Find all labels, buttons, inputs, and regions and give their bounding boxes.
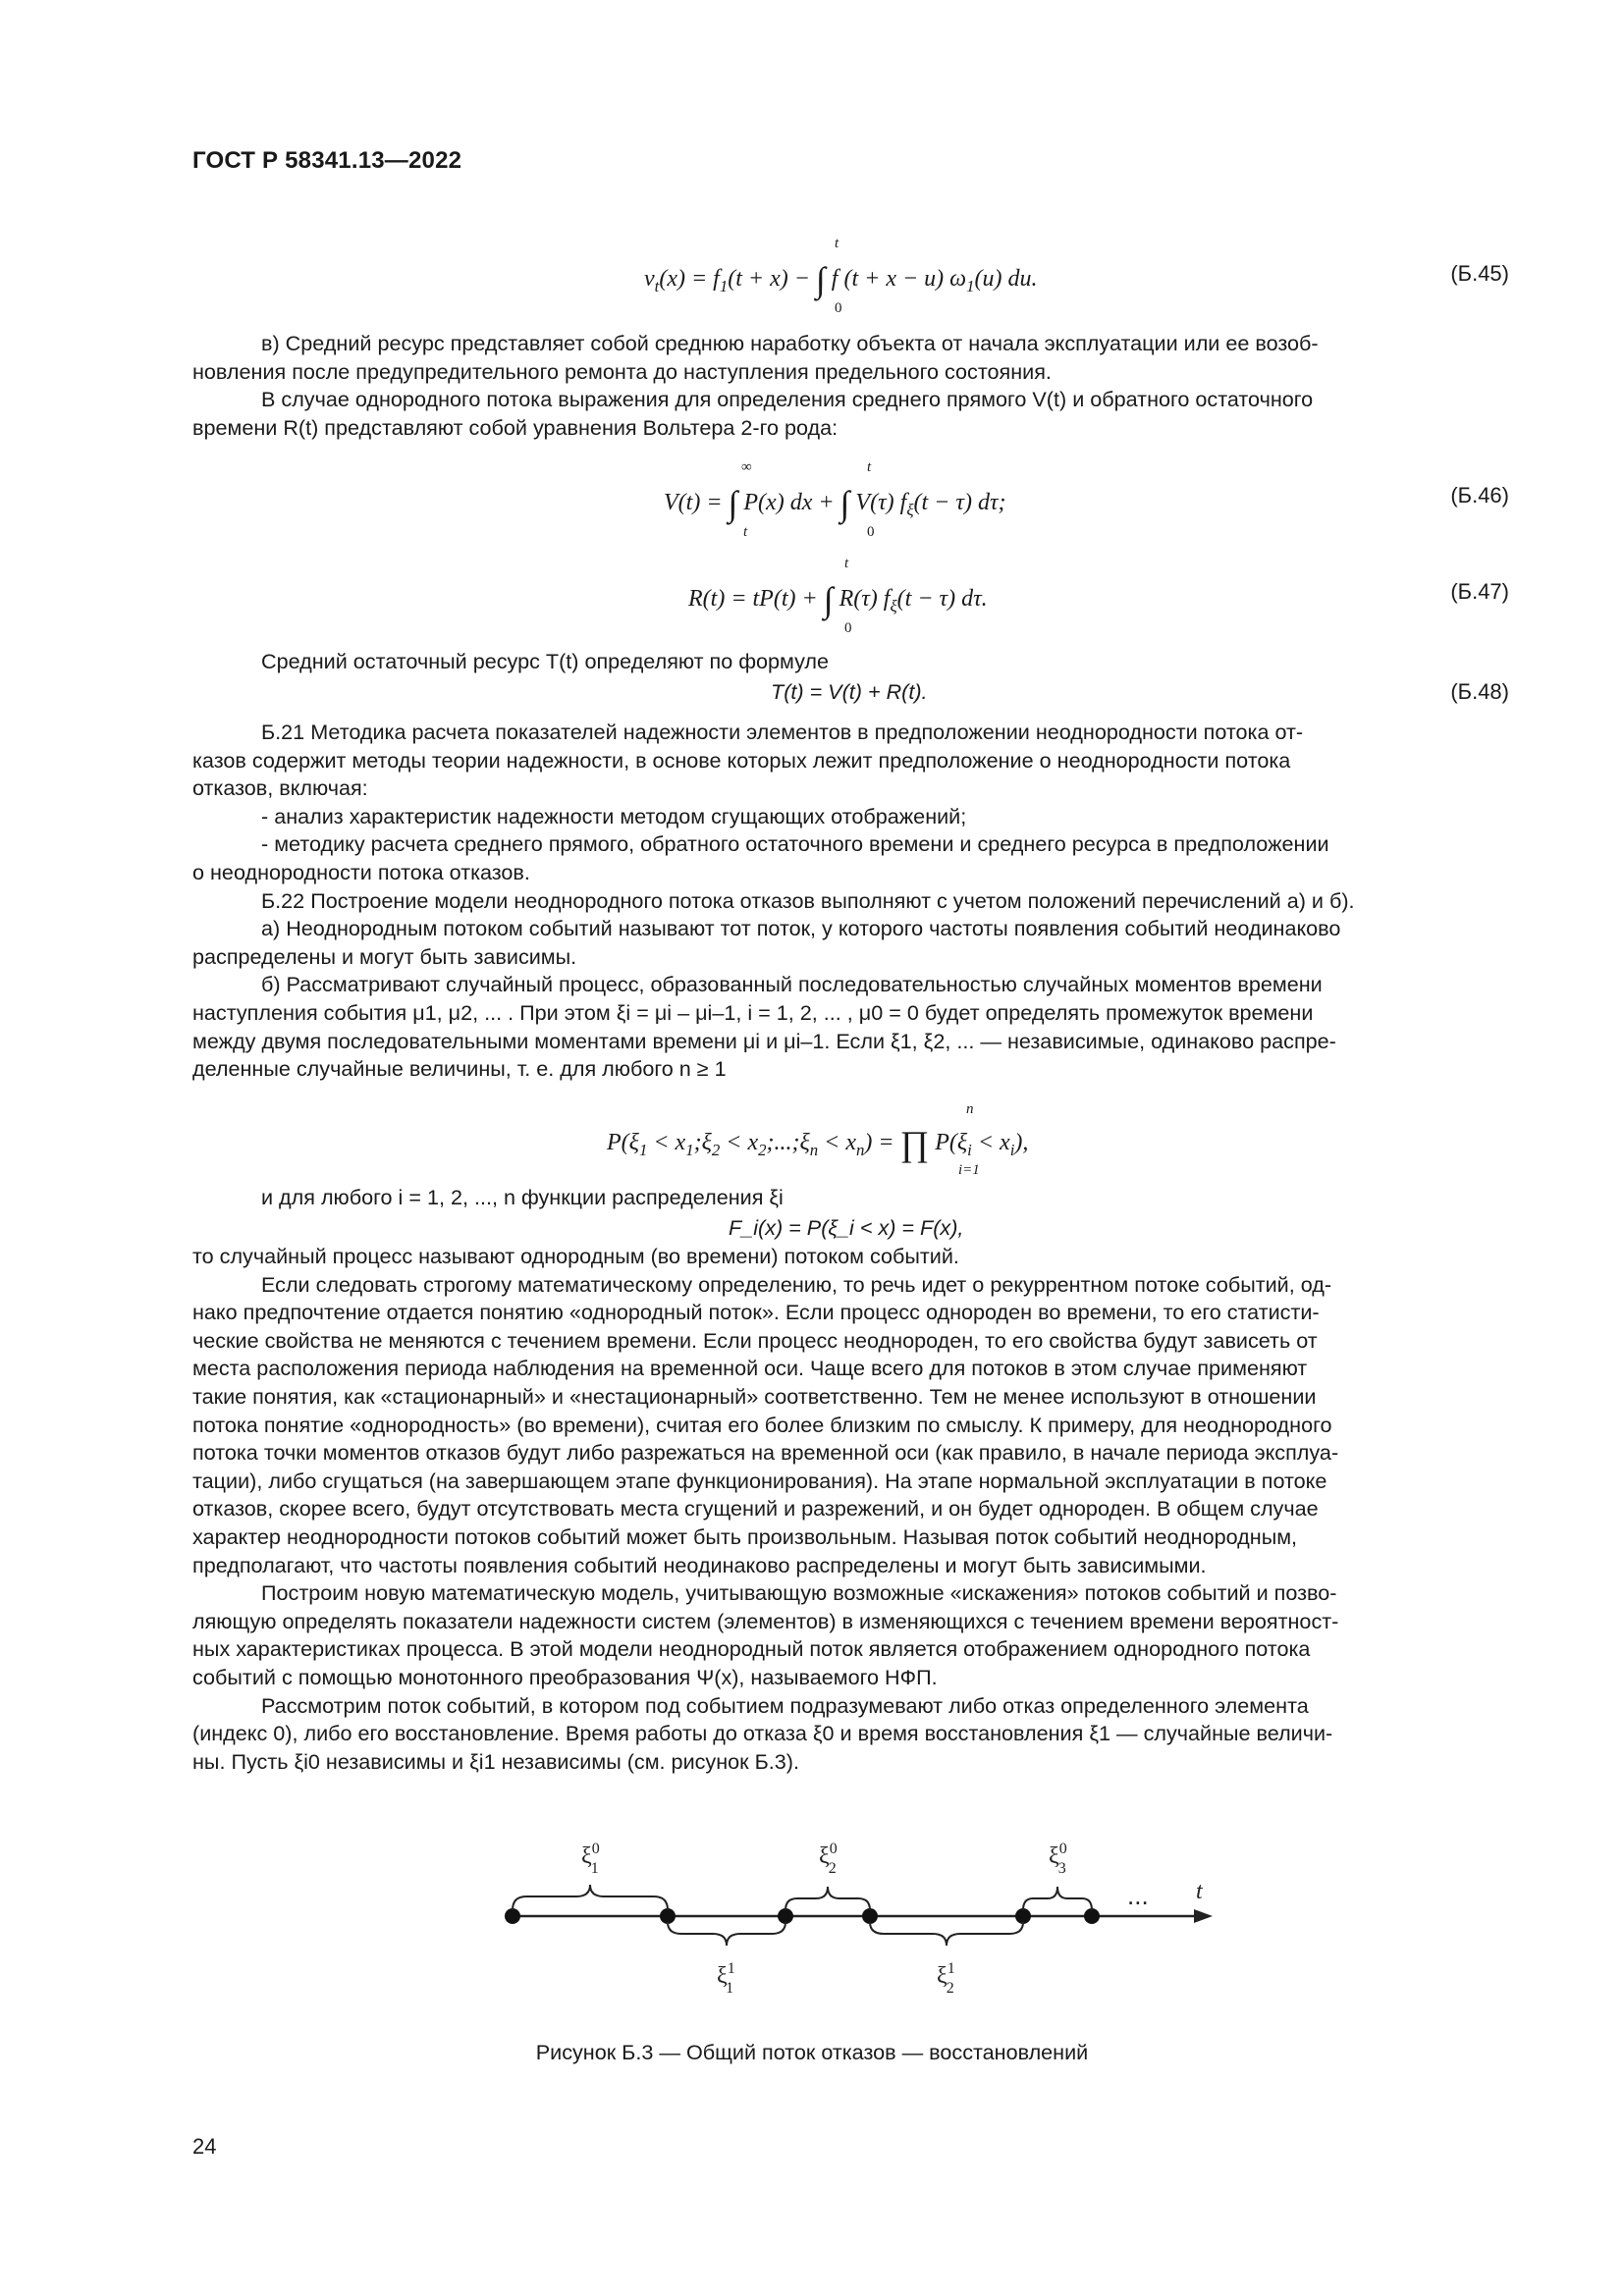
equation-b47-expression: R(t) = tP(t) + ∫ R(τ) $f_\xi(t - \tau)$ dτ. xyxy=(688,580,988,619)
text-line: а) Неоднородным потоком событий называют тот поток, у которого частоты появления событий неодинаково xyxy=(261,916,1341,941)
integral-upper-limit: ∞ xyxy=(741,459,752,475)
text-line: потока точки моментов отказов будут либо разрежаться на временной оси (как правило, в начале периода эксплуа- xyxy=(192,1440,1339,1466)
document-header: ГОСТ Р 58341.13—2022 xyxy=(192,147,462,174)
equation-b48 xyxy=(0,677,1624,711)
text-line: деленные случайные величины, т. е. для любого n ≥ 1 xyxy=(192,1056,727,1082)
text-line: Рассмотрим поток событий, в котором под событием подразумевают либо отказ определенного элемента xyxy=(261,1692,1309,1718)
text-line: новления после предупредительного ремонта до наступления предельного состояния. xyxy=(192,358,1052,384)
text-line: б) Рассматривают случайный процесс, образованный последовательностью случайных моментов времени xyxy=(261,972,1323,997)
label-xi-0-1: $\xi^0$ 1 xyxy=(581,1841,600,1877)
paragraph-group-3 xyxy=(192,719,1512,1084)
equation-b45 xyxy=(0,236,1624,324)
text-line: Средний остаточный ресурс T(t) определяют по формуле xyxy=(261,649,830,673)
equation-fi-expression: F_i(x) = P(ξ_i < x) = F(x), xyxy=(729,1215,964,1240)
paragraph-group-4 xyxy=(192,1184,1512,1212)
label-xi-1-2: $\xi^1$ 2 xyxy=(937,1960,955,1997)
text-line: казов содержит методы теории надежности, в основе которых лежит предположение о неоднородности потока xyxy=(192,747,1291,773)
text-line: характер неоднородности потоков событий может быть произвольным. Называя поток событий неоднородным, xyxy=(192,1523,1298,1549)
equation-number: (Б.46) xyxy=(1450,483,1509,507)
axis-label-t: t xyxy=(1196,1879,1203,1904)
text-line: ны. Пусть ξi0 независимы и ξi1 независимы (см. рисунок Б.3). xyxy=(192,1748,799,1774)
event-point xyxy=(1084,1908,1100,1924)
brace-upper-2 xyxy=(785,1887,870,1910)
label-xi-0-2: $\xi^0$ 2 xyxy=(819,1841,838,1877)
lower-braces xyxy=(668,1922,1023,1946)
text-line: нако предпочтение отдается понятию «однородный поток». Если процесс однороден во времени, то его статисти- xyxy=(192,1300,1320,1325)
text-line: то случайный процесс называют однородным (во времени) потоком событий. xyxy=(192,1244,959,1268)
integral-upper-limit: t xyxy=(835,236,839,251)
integral-upper-limit: t xyxy=(844,556,849,571)
product-expression: $P(\xi_1$ < $x_1;\xi_2$ < $x_2;...;\xi_n < x_n$) = ∏ $P(\xi_i < x_i)$, xyxy=(607,1124,1029,1163)
upper-labels xyxy=(581,1841,1067,1877)
paragraph xyxy=(192,719,1512,803)
text-line: в) Средний ресурс представляет собой среднюю наработку объекта от начала эксплуатации или ее возоб- xyxy=(261,331,1319,355)
text-line: распределены и могут быть зависимы. xyxy=(192,943,577,969)
text-line: времени R(t) представляют собой уравнения Вольтера 2-го рода: xyxy=(192,414,839,440)
upper-braces xyxy=(513,1885,1092,1910)
text-line: В случае однородного потока выражения для определения среднего прямого V(t) и обратного остаточного xyxy=(261,387,1314,412)
figure-caption: Рисунок Б.3 — Общий поток отказов — восстановлений xyxy=(535,2040,1089,2064)
paragraph xyxy=(192,971,1512,1083)
text-line: и для любого i = 1, 2, ..., n функции распределения ξi xyxy=(261,1185,784,1209)
text-line: предполагают, что частоты появления событий неодинаково распределены и могут быть зависимыми. xyxy=(192,1552,1207,1577)
axis-arrow xyxy=(1194,1909,1213,1923)
paragraph xyxy=(192,1184,1512,1212)
text-line: потока понятие «однородность» (во времени), считая его более близким по смыслу. К примеру, для неоднородного xyxy=(192,1412,1332,1437)
paragraph xyxy=(192,1579,1512,1691)
text-line: ляющую определять показатели надежности систем (элементов) в изменяющихся с течением времени вероятност- xyxy=(192,1608,1339,1633)
brace-upper-3 xyxy=(1023,1887,1092,1910)
integral-upper-limit: t xyxy=(867,459,872,475)
equation-b45-expression: $v_t(x) = f_1(t + x)$ − ∫ f (t + x − u) $\omega_1(u)$ du. xyxy=(644,260,1038,299)
text-line: ческие свойства не меняются с течением времени. Если процесс неоднороден, то его свойства будут зависеть от xyxy=(192,1327,1318,1353)
event-point xyxy=(1015,1908,1031,1924)
text-line: ных характеристиках процесса. В этой модели неоднородный поток является отображением однородного потока xyxy=(192,1636,1311,1662)
equation-b48-expression: T(t) = V(t) + R(t). xyxy=(771,679,928,704)
text-line: отказов, включая: xyxy=(192,775,368,801)
text-line: Если следовать строгому математическому определению, то речь идет о рекуррентном потоке событий, од- xyxy=(261,1271,1332,1297)
label-xi-0-3: $\xi^0$ 3 xyxy=(1049,1841,1067,1877)
text-line: событий с помощью монотонного преобразования Ψ(x), называемого НФП. xyxy=(192,1664,938,1689)
text-line: наступления события μ1, μ2, ... . При этом ξi = μi – μi–1, i = 1, 2, ... , μ0 = 0 будет определять промежуток времени xyxy=(192,999,1314,1025)
paragraph-group-2 xyxy=(192,648,1512,676)
text-line: о неоднородности потока отказов. xyxy=(192,859,530,884)
text-line: (индекс 0), либо его восстановление. Время работы до отказа ξ0 и время восстановления ξ1 — случайные величи- xyxy=(192,1721,1333,1746)
equation-fi xyxy=(0,1215,1624,1245)
paragraph xyxy=(192,830,1512,886)
text-line: Б.22 Построение модели неоднородного потока отказов выполняют с учетом положений перечислений а) и б). xyxy=(261,887,1355,913)
event-point xyxy=(862,1908,878,1924)
text-line: между двумя последовательными моментами времени μi и μi–1. Если ξ1, ξ2, ... — независимые, одинаково распре- xyxy=(192,1028,1336,1053)
page-number: 24 xyxy=(192,2134,217,2159)
paragraph-group-1 xyxy=(192,330,1512,442)
event-point xyxy=(505,1908,520,1924)
figure-b3-diagram xyxy=(491,1816,1237,2012)
paragraph xyxy=(192,330,1512,386)
paragraph xyxy=(192,915,1512,971)
integral-lower-limit: t xyxy=(743,524,748,540)
equation-b47 xyxy=(0,556,1624,644)
text-line: - анализ характеристик надежности методом сгущающих отображений; xyxy=(261,803,967,828)
paragraph-group-5 xyxy=(192,1243,1512,1776)
integral-lower-limit: 0 xyxy=(835,300,842,316)
text-line: тации), либо сгущаться (на завершающем этапе функционирования). На этапе нормальной эксплуатации в потоке xyxy=(192,1468,1327,1493)
paragraph xyxy=(192,887,1512,916)
text-line: места расположения периода наблюдения на временной оси. Чаще всего для потоков в этом случае применяют xyxy=(192,1356,1308,1381)
integral-lower-limit: 0 xyxy=(844,620,852,636)
product-lower-limit: i=1 xyxy=(958,1162,980,1178)
text-line: Б.21 Методика расчета показателей надежности элементов в предположении неоднородности потока от- xyxy=(261,720,1304,744)
equation-number: (Б.48) xyxy=(1450,679,1509,704)
paragraph xyxy=(192,1243,1512,1271)
event-point xyxy=(778,1908,793,1924)
paragraph xyxy=(192,803,1512,831)
label-xi-1-1: $\xi^1$ 1 xyxy=(717,1960,735,1997)
paragraph xyxy=(192,648,1512,676)
text-line: - методику расчета среднего прямого, обратного остаточного времени и среднего ресурса в предположении xyxy=(261,831,1329,857)
equation-b46 xyxy=(0,459,1624,548)
equation-number: (Б.47) xyxy=(1450,579,1509,604)
text-line: отказов, скорее всего, будут отсутствовать места сгущений и разрежений, и он будет однороден. В общем случае xyxy=(192,1496,1319,1522)
equation-number: (Б.45) xyxy=(1450,261,1509,286)
equation-b46-expression: V(t) = ∫ P(x) dx + ∫ V(τ) $f_\xi(t - \tau)$ dτ; xyxy=(664,484,1006,523)
axis-ellipsis: ... xyxy=(1127,1881,1149,1910)
brace-lower-1 xyxy=(668,1922,785,1946)
integral-lower-limit: 0 xyxy=(867,524,875,540)
event-point xyxy=(660,1908,676,1924)
paragraph xyxy=(192,386,1512,442)
brace-lower-2 xyxy=(870,1922,1023,1946)
product-upper-limit: n xyxy=(966,1101,974,1117)
brace-upper-1 xyxy=(513,1885,668,1910)
text-line: Построим новую математическую модель, учитывающую возможные «искажения» потоков событий и позво- xyxy=(261,1580,1337,1606)
equation-product xyxy=(0,1101,1624,1184)
paragraph xyxy=(192,1271,1512,1580)
lower-labels xyxy=(717,1960,955,1997)
paragraph xyxy=(192,1692,1512,1777)
text-line: такие понятия, как «стационарный» и «нестационарный» соответственно. Тем не менее используют в отношении xyxy=(192,1383,1317,1409)
